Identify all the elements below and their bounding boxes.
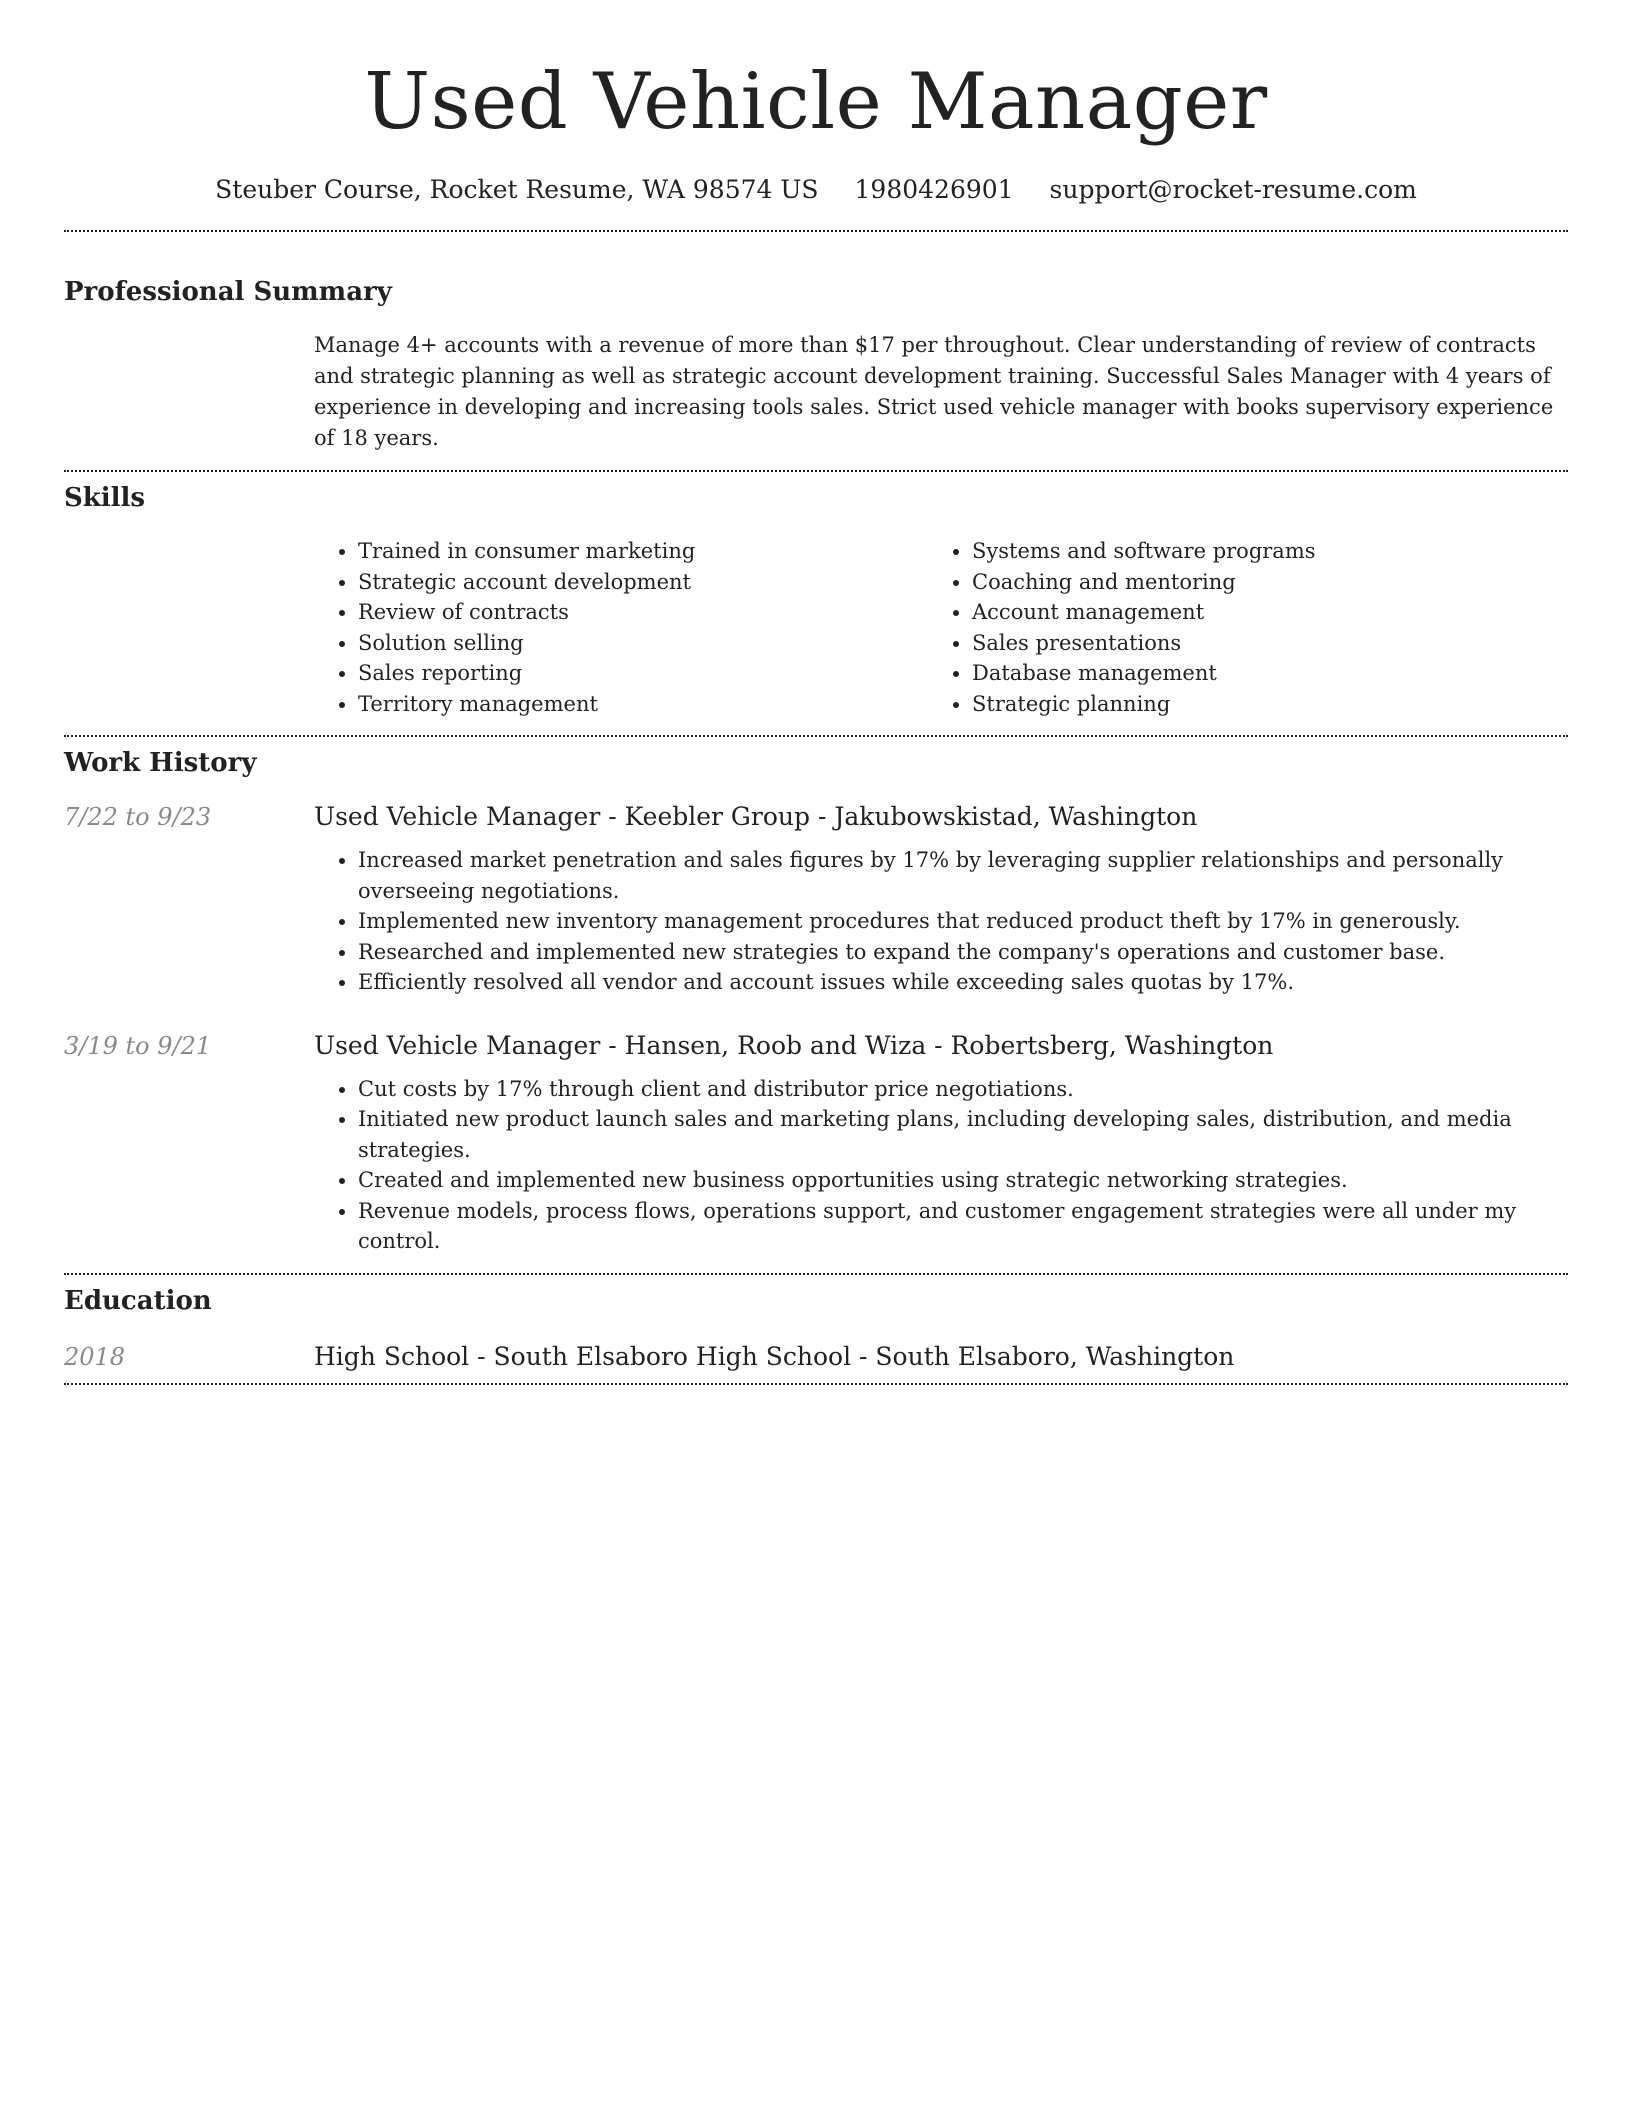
job-dates: 3/19 to 9/21 [64,1031,212,1060]
separator: - [600,1030,625,1060]
job-bullet: • Initiated new product launch sales and marketing plans, including developing sales, distribution, and media strategies. [358,1104,1568,1165]
section-title-skills: Skills [64,483,146,513]
job-location: Jakubowskistad, Washington [834,802,1198,831]
skills-list-left [314,536,928,719]
separator: - [926,1030,951,1060]
job-list [64,799,1568,1257]
skills-grid [314,536,1568,719]
education-list [64,1339,1568,1375]
divider-header [64,230,1568,232]
skill-item: • Strategic planning [972,689,1542,720]
job-bullets [314,1074,1568,1257]
job-header-row [64,1028,1568,1064]
education-section [64,1283,1568,1375]
resume-page [64,0,1568,1385]
job-dates: 7/22 to 9/23 [64,803,212,831]
job-title-line [314,1028,1273,1064]
separator: - [851,1341,876,1371]
section-title-summary: Professional Summary [64,277,392,307]
education-title-line [314,1339,1234,1375]
separator: - [810,802,835,831]
skill-item: • Trained in consumer marketing [358,536,928,567]
skill-item: • Coaching and mentoring [972,567,1542,598]
contact-address: Steuber Course, Rocket Resume, WA 98574 US [215,175,819,204]
skill-item: • Sales reporting [358,658,928,689]
skill-item: • Strategic account development [358,567,928,598]
skill-item: • Account management [972,597,1542,628]
contact-line [64,172,1568,208]
job-title-line [314,799,1197,835]
job-location: Robertsberg, Washington [950,1030,1274,1060]
education-year: 2018 [64,1342,126,1371]
skills-list-right [928,536,1542,719]
job-bullet: • Created and implemented new business opportunities using strategic networking strategies. [358,1165,1568,1196]
job-role: Used Vehicle Manager [314,1030,601,1060]
summary-text: Manage 4+ accounts with a revenue of more than $17 per throughout. Clear understanding of review of contracts and strategic planning as well as strategic account development training. Successful Sales Manager with 4 years of experience in developing and increasing tools sales. Strict used vehicle manager with books supervisory experience of 18 years. [314,333,1554,450]
divider-education [64,1383,1568,1385]
skills-section [64,480,1568,719]
skill-item: • Database management [972,658,1542,689]
education-degree: High School [314,1341,470,1371]
divider-skills [64,735,1568,737]
skill-item: • Territory management [358,689,928,720]
divider-summary [64,470,1568,472]
job-bullet: • Revenue models, process flows, operations support, and customer engagement strategies were all under my control. [358,1196,1568,1257]
job-bullet: • Researched and implemented new strategies to expand the company's operations and customer base. [358,937,1568,968]
education-entry [64,1339,1568,1375]
job-bullet: • Implemented new inventory management procedures that reduced product theft by 17% in generously. [358,906,1568,937]
section-title-work: Work History [64,748,257,778]
candidate-name: Used Vehicle Manager [364,57,1268,147]
job-bullets [314,845,1568,998]
job-header-row [64,799,1568,835]
job-bullet: • Efficiently resolved all vendor and account issues while exceeding sales quotas by 17%. [358,967,1568,998]
separator: - [600,802,625,831]
education-location: South Elsaboro, Washington [875,1341,1235,1371]
skills-column-right [928,536,1542,719]
contact-email: support@rocket-resume.com [1049,175,1417,204]
job-bullet: • Increased market penetration and sales figures by 17% by leveraging supplier relationships and personally overseeing negotiations. [358,845,1568,906]
job-entry [64,799,1568,998]
job-entry [64,1028,1568,1257]
education-school: South Elsaboro High School [493,1341,852,1371]
contact-phone: 1980426901 [854,175,1014,204]
section-title-education: Education [64,1285,212,1316]
job-bullet: • Cut costs by 17% through client and distributor price negotiations. [358,1074,1568,1105]
job-bullets-wrap [314,845,1568,998]
skill-item: • Solution selling [358,628,928,659]
skills-column-left [314,536,928,719]
work-section [64,745,1568,1257]
skill-item: • Systems and software programs [972,536,1542,567]
skill-item: • Review of contracts [358,597,928,628]
divider-work [64,1273,1568,1275]
skill-item: • Sales presentations [972,628,1542,659]
job-company: Hansen, Roob and Wiza [624,1030,927,1060]
job-company: Keebler Group [624,802,811,831]
separator: - [469,1341,494,1371]
summary-section [64,274,1568,454]
job-role: Used Vehicle Manager [314,802,601,831]
job-bullets-wrap [314,1074,1568,1257]
